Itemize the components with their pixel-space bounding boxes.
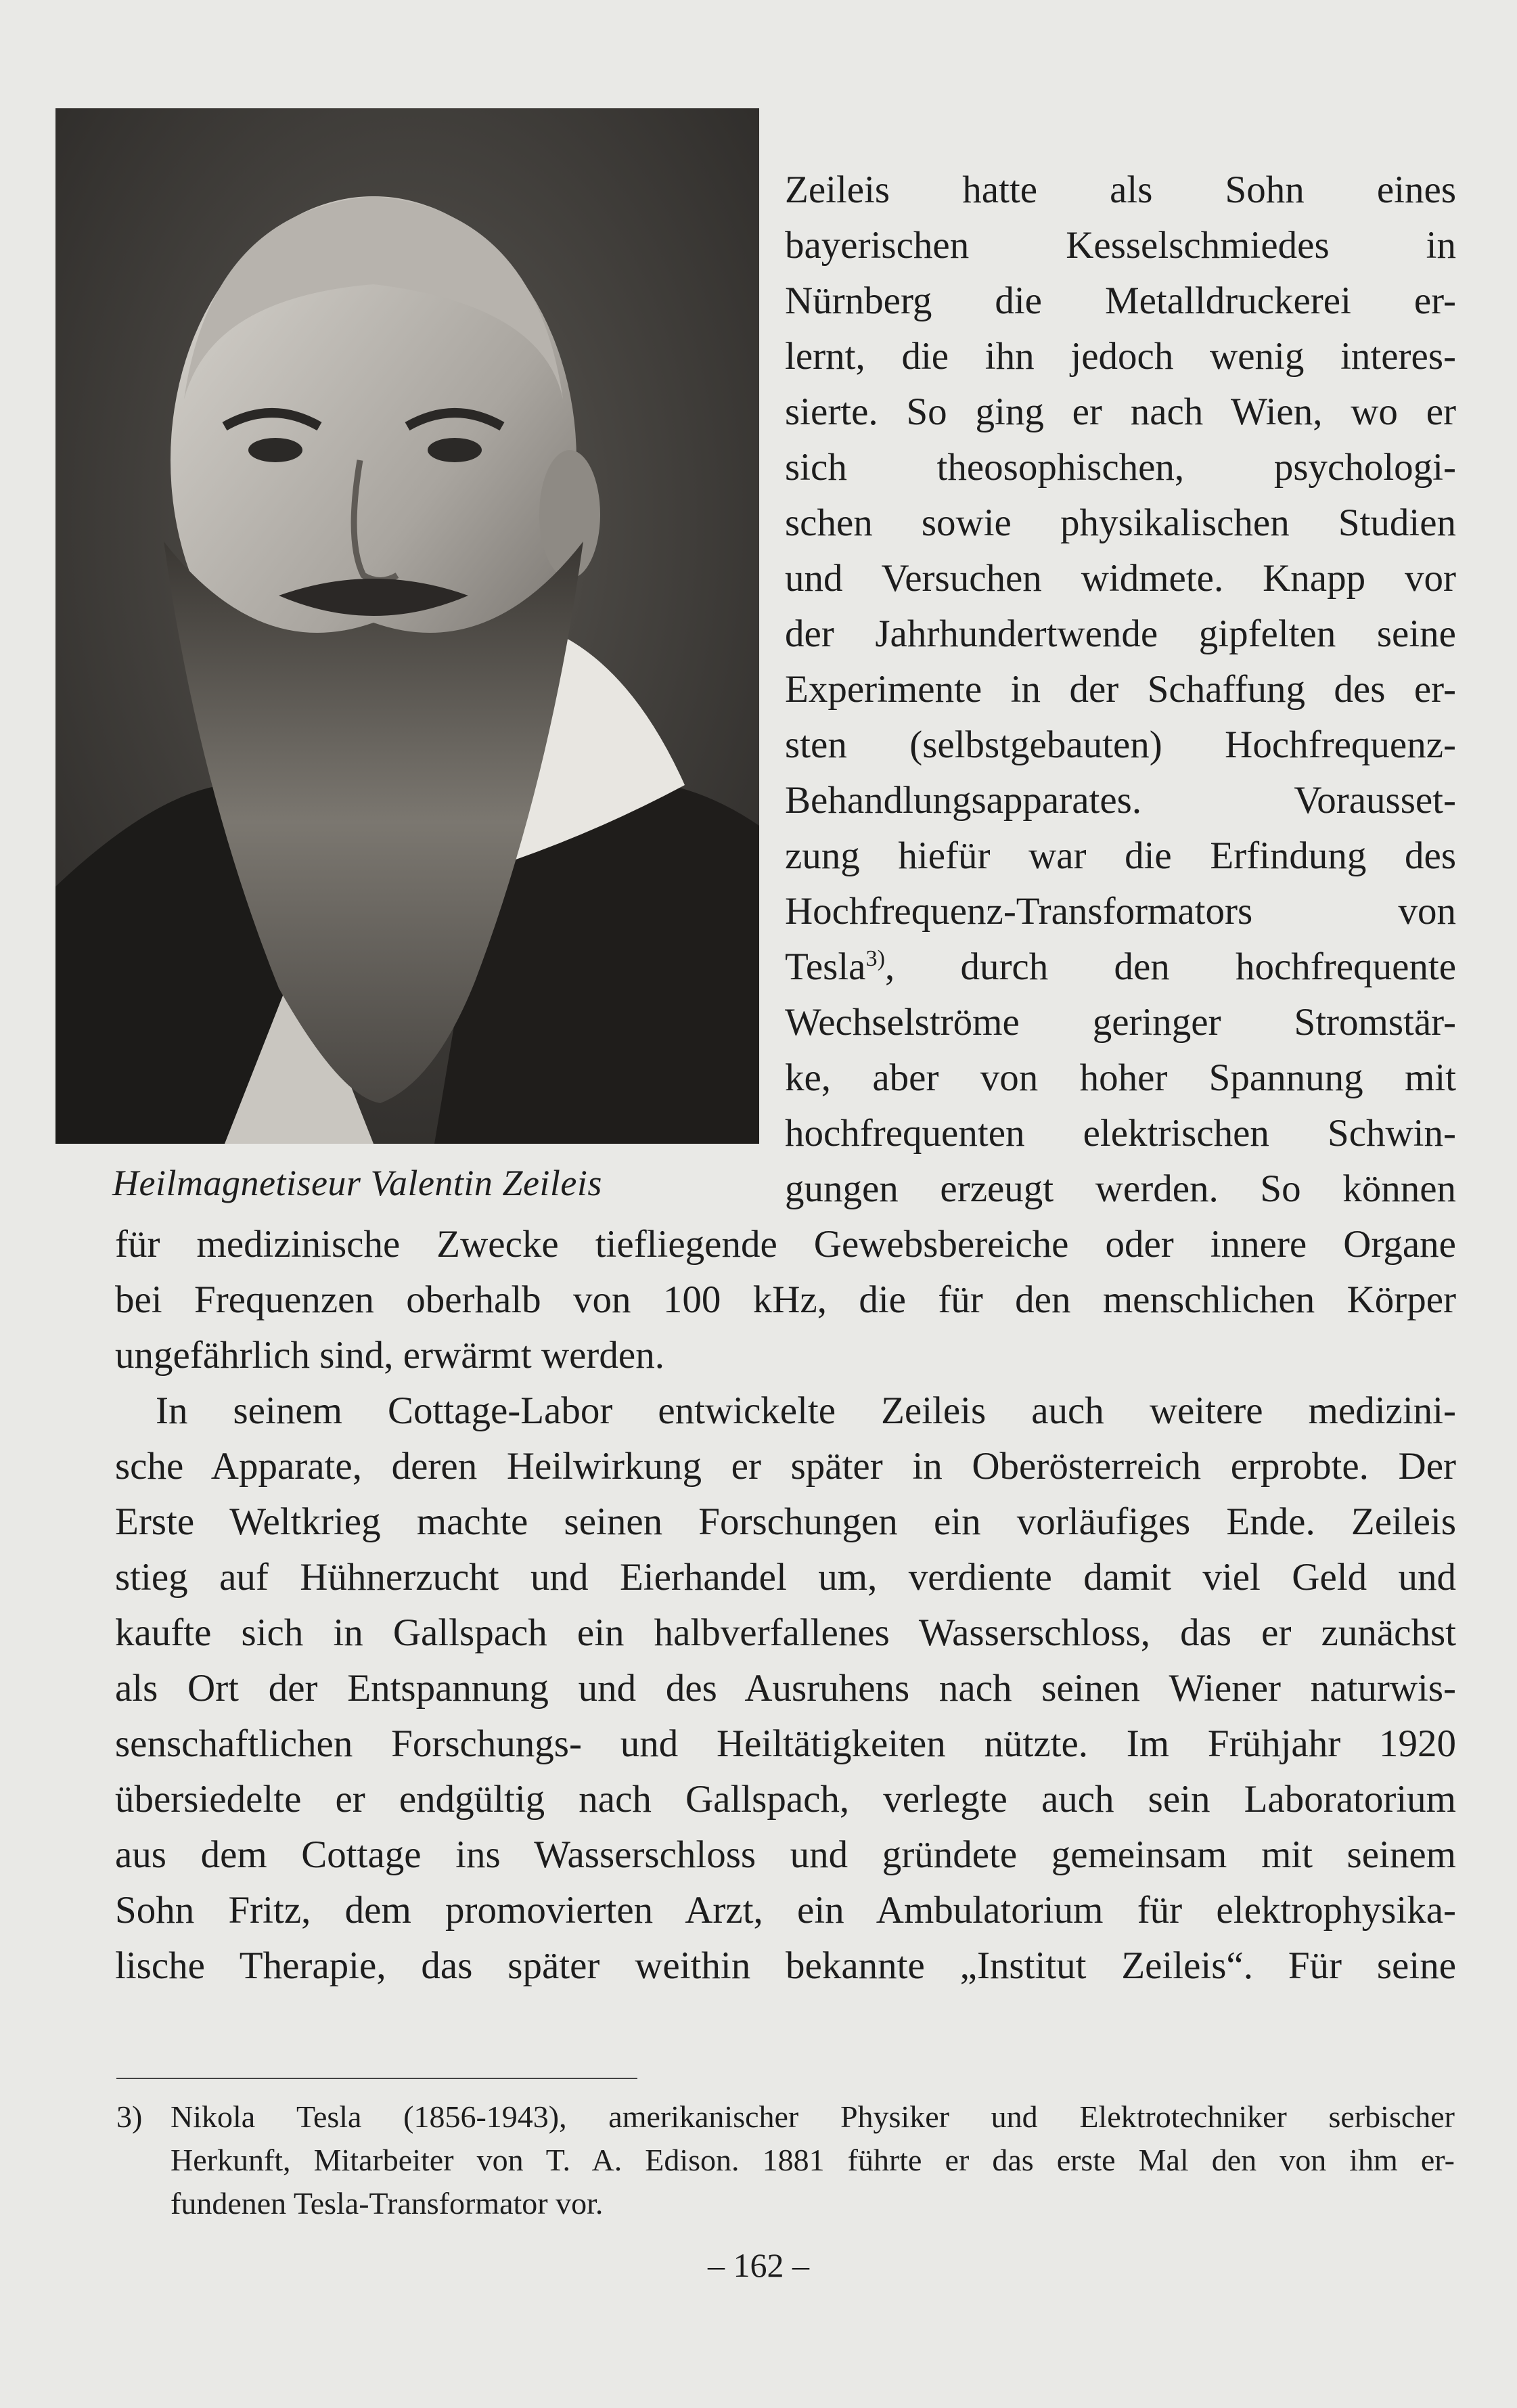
body-line: bayerischen Kesselschmiedes in <box>785 224 1456 267</box>
footnote-line: Nikola Tesla (1856-1943), amerikanischer Physiker und Elektrotechniker serbischer <box>171 2099 1455 2134</box>
body-line: übersiedelte er endgültig nach Gallspach, verlegte auch sein Laboratorium <box>115 1778 1456 1821</box>
body-line: Wechselströme geringer Stromstär- <box>785 1001 1456 1044</box>
page-number: – 162 – <box>708 2246 809 2284</box>
body-line: ungefährlich sind, erwärmt werden. <box>115 1334 664 1377</box>
body-line: kaufte sich in Gallspach ein halbverfallenes Wasserschloss, das er zunächst <box>115 1611 1456 1654</box>
body-line-tesla <box>785 939 1456 995</box>
body-line: zung hiefür war die Erfindung des <box>785 834 1456 877</box>
body-line: bei Frequenzen oberhalb von 100 kHz, die für den menschlichen Körper <box>115 1278 1456 1321</box>
body-line: senschaftlichen Forschungs- und Heiltätigkeiten nützte. Im Frühjahr 1920 <box>115 1722 1456 1765</box>
body-line: und Versuchen widmete. Knapp vor <box>785 557 1456 600</box>
body-line: Erste Weltkrieg machte seinen Forschungen ein vorläufiges Ende. Zeileis <box>115 1500 1456 1543</box>
paragraph-start-line: In seinem Cottage-Labor entwickelte Zeileis auch weitere medizini- <box>156 1389 1456 1432</box>
footnote-line: Herkunft, Mitarbeiter von T. A. Edison. 1881 führte er das erste Mal den von ihm er- <box>171 2143 1455 2177</box>
body-line: Sohn Fritz, dem promovierten Arzt, ein Ambulatorium für elektrophysika- <box>115 1889 1456 1932</box>
body-line: ke, aber von hoher Spannung mit <box>785 1056 1456 1099</box>
footnote-divider <box>116 2078 637 2079</box>
portrait-photo <box>55 108 759 1144</box>
body-line: sich theosophischen, psychologi- <box>785 446 1456 489</box>
body-line: sten (selbstgebauten) Hochfrequenz- <box>785 723 1456 766</box>
footnote-number: 3) <box>116 2099 143 2134</box>
body-line: sierte. So ging er nach Wien, wo er <box>785 391 1456 433</box>
footnote-ref[interactable]: 3) <box>865 946 885 971</box>
body-line: schen sowie physikalischen Studien <box>785 501 1456 544</box>
body-line: Nürnberg die Metalldruckerei er- <box>785 280 1456 322</box>
body-line: Behandlungsapparates. Vorausset- <box>785 779 1456 822</box>
portrait-illustration <box>55 108 759 1144</box>
body-line: für medizinische Zwecke tiefliegende Gewebsbereiche oder innere Organe <box>115 1223 1456 1266</box>
body-line: Hochfrequenz-Transformators von <box>785 890 1456 933</box>
body-line: lische Therapie, das später weithin bekannte „Institut Zeileis“. Für seine <box>115 1944 1456 1987</box>
body-line: gungen erzeugt werden. So können <box>785 1167 1456 1210</box>
body-line: aus dem Cottage ins Wasserschloss und gründete gemeinsam mit seinem <box>115 1833 1456 1876</box>
body-line: Zeileis hatte als Sohn eines <box>785 169 1456 211</box>
tesla-word: Tesla <box>785 945 866 988</box>
body-line: der Jahrhundertwende gipfelten seine <box>785 612 1456 655</box>
tesla-line-rest: , durch den hochfrequente <box>884 945 1456 988</box>
body-line: stieg auf Hühnerzucht und Eierhandel um, verdiente damit viel Geld und <box>115 1556 1456 1599</box>
body-line: lernt, die ihn jedoch wenig interes- <box>785 335 1456 378</box>
footnote-line: fundenen Tesla-Transformator vor. <box>171 2186 604 2221</box>
body-line: Experimente in der Schaffung des er- <box>785 668 1456 711</box>
body-line: hochfrequenten elektrischen Schwin- <box>785 1112 1456 1155</box>
body-line: sche Apparate, deren Heilwirkung er später in Oberösterreich erprobte. Der <box>115 1445 1456 1488</box>
body-line: als Ort der Entspannung und des Ausruhens nach seinen Wiener naturwis- <box>115 1667 1456 1710</box>
portrait-caption: Heilmagnetiseur Valentin Zeileis <box>112 1163 602 1203</box>
